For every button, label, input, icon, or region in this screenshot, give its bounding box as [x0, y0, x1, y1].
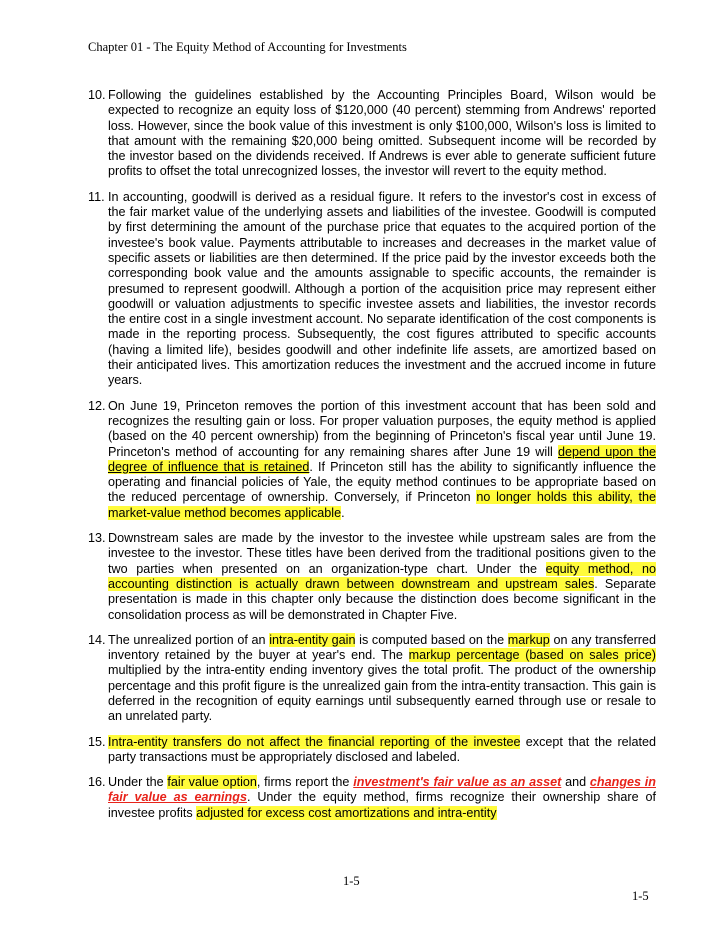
item-number: 12. [88, 398, 106, 413]
highlighted-text: equity method, no accounting distinction is actually drawn between downstream and upstream sales [108, 561, 656, 591]
text-run: multiplied by the intra-entity ending inventory gives the total profit. The product of the ownership percentage and this profit figure is the unrealized gain from the intra-entity transaction. This gain is deferred in the recognition of equity earnings until subsequently earned through use or resale to an unrelated party. [108, 663, 656, 724]
page-number-center: 1-5 [343, 874, 360, 888]
list-item [88, 633, 656, 725]
text-run: except that the related party transactions must be appropriately disclosed and labeled. [108, 734, 656, 764]
item-number: 16. [88, 775, 106, 790]
list-item [88, 399, 656, 521]
item-text [108, 399, 656, 521]
page-number-right: 1-5 [632, 889, 649, 903]
text-run: . [341, 505, 345, 520]
item-text [108, 531, 656, 623]
highlighted-text: markup [507, 632, 550, 647]
text-run: on any transferred inventory retained by the buyer at year's end. The [108, 632, 656, 663]
text-run: . If Princeton still has the ability to significantly influence the operating and financial policies of Yale, the equity method continues to be appropriate based on the reduced percentage of ownership. Conversely, if Princeton [108, 459, 656, 505]
highlighted-text: no longer holds this ability, the market-value method becomes applicable [108, 490, 657, 520]
item-text: In accounting, goodwill is derived as a residual figure. It refers to the investor's cost in excess of the fair market value of the underlying assets and liabilities of the investee. Goodwill is computed by first determining the amount of the purchase price that equates to the acquired portion of the investee's book value. Payments attributable to increases and decreases in the market value of specific assets or liabilities are then determined. If the price paid by the investor exceeds both the corresponding book value and the amounts assignable to specific accounts, the remainder is presumed to represent goodwill. Although a portion of the acquisition price may represent either goodwill or valuation adjustments to specific investee assets and liabilities, the investor records the entire cost in a single investment account. No separate identification of the cost components is made in the reporting process. Subsequently, the cost figures attributed to specific accounts (having a limited life), besides goodwill and other indefinite life assets, are amortized based on their anticipated lives. This amortization reduces the investment and the accrued income in future years. [108, 189, 656, 388]
item-number: 15. [88, 734, 106, 749]
text-run: On June 19, Princeton removes the portion of this investment account that has been sold and recognizes the resulting gain or loss. For proper valuation purposes, the equity method is applied (based on the 40 percent ownership) from the beginning of Princeton's fiscal year until June 19. Princeton's method of accounting for any remaining shares after June 19 will [108, 398, 656, 459]
text-run: . Under the equity method, firms recognize their ownership share of investee profits [108, 790, 656, 820]
text-run: Under the [108, 775, 168, 790]
highlighted-text: Intra-entity transfers do not affect the financial reporting of the investee [108, 734, 521, 749]
highlighted-text: markup percentage (based on sales price) [408, 648, 656, 663]
highlighted-text: fair value option [167, 775, 257, 790]
text-run: , firms report the [256, 775, 354, 790]
emphasized-text: changes in fair value as earnings [108, 775, 656, 805]
item-text [108, 735, 656, 766]
text-run: and [561, 775, 590, 790]
highlighted-text: adjusted for excess cost amortizations and intra-entity [196, 805, 497, 820]
item-text [108, 633, 656, 725]
item-number: 10. [88, 88, 106, 102]
document-body [88, 88, 656, 831]
list-item [88, 190, 656, 389]
text-run: The unrealized portion of an [108, 632, 270, 647]
item-text: Following the guidelines established by the Accounting Principles Board, Wilson would be expected to recognize an equity loss of $120,000 (40 percent) stemming from Andrews' reported loss. However, since the book value of this investment is only $100,000, Wilson's loss is limited to that amount with the remaining $20,000 being omitted. Subsequent income will be recorded by the investor based on the dividends received. If Andrews is ever able to generate sufficient future profits to offset the total unrecognized losses, the investor will revert to the equity method. [108, 88, 656, 179]
list-item [88, 735, 656, 766]
list-item [88, 775, 656, 821]
text-run: is computed based on the [355, 632, 508, 647]
item-number: 14. [88, 632, 106, 647]
list-item [88, 531, 656, 623]
emphasized-text: investment's fair value as an asset [353, 775, 562, 790]
highlighted-text: intra-entity gain [269, 632, 356, 647]
list-item [88, 88, 656, 180]
text-run: . Separate presentation is made in this chapter only because the distinction does become significant in the consolidation process as will be demonstrated in Chapter Five. [108, 576, 656, 622]
item-text [108, 775, 656, 821]
highlighted-text: depend upon the degree of influence that is retained [108, 444, 656, 474]
text-run: Downstream sales are made by the investor to the investee while upstream sales are from the investee to the investor. These titles have been derived from the traditional positions given to the two parties when presented on an organization-type chart. Under the [108, 531, 656, 576]
item-number: 13. [88, 531, 106, 546]
page-header: Chapter 01 - The Equity Method of Accounting for Investments [88, 40, 407, 54]
item-number: 11. [88, 189, 105, 204]
